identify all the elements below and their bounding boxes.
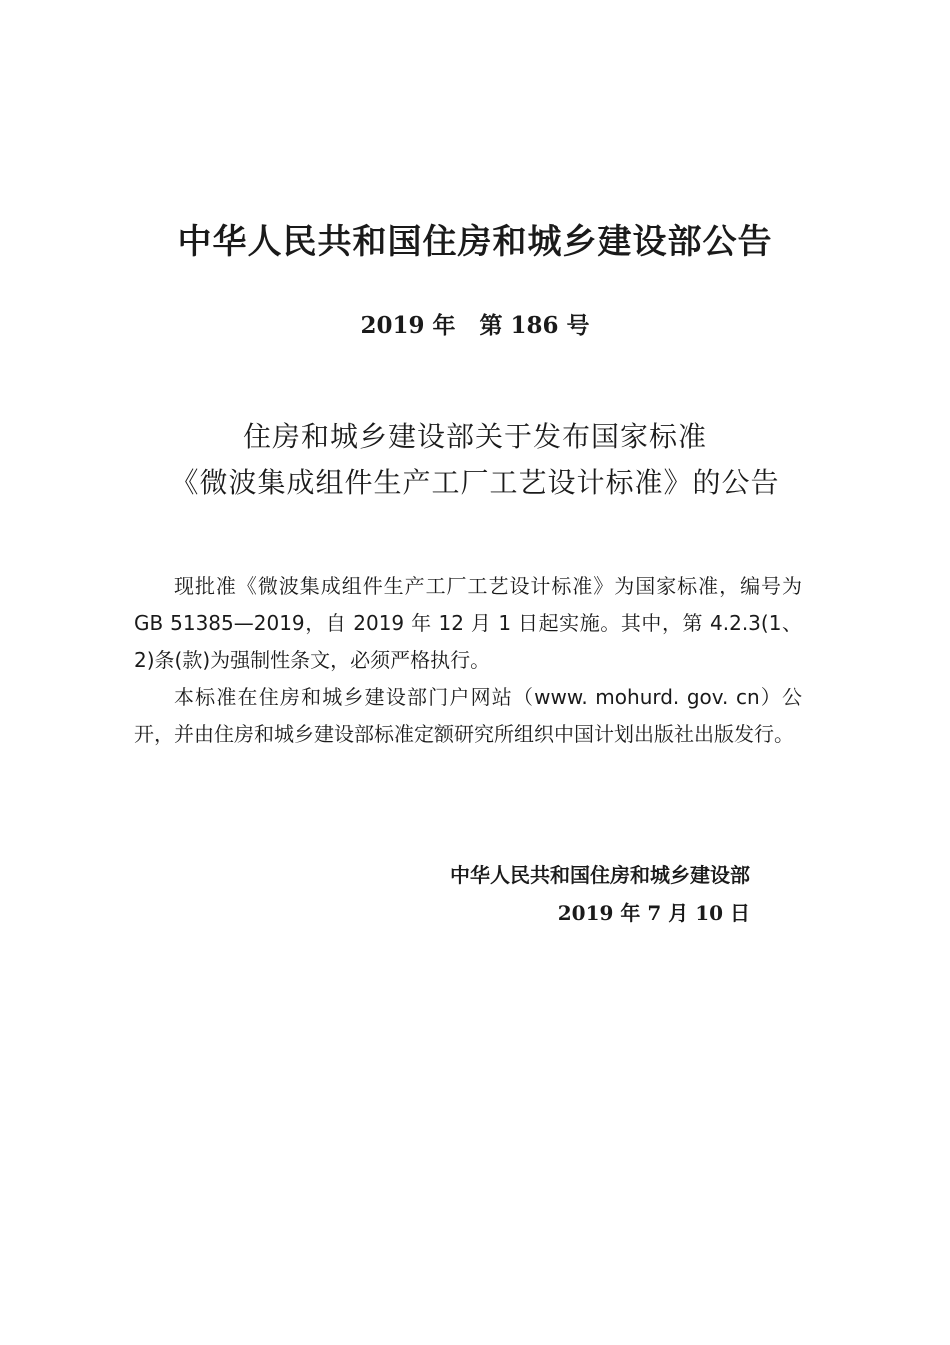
body-paragraph-1: 现批准《微波集成组件生产工厂工艺设计标准》为国家标准，编号为 GB 51385—2019，自 2019 年 12 月 1 日起实施。其中，第 4.2.3(1、2)条(款)为强制性条文，必须严格执行。 — [134, 574, 802, 672]
announcement-body — [134, 568, 802, 753]
body-paragraph-2: 本标准在住房和城乡建设部门户网站（www. mohurd. gov. cn）公开，并由住房和城乡建设部标准定额研究所组织中国计划出版社出版发行。 — [134, 685, 802, 746]
announcement-subject — [0, 414, 950, 506]
subject-line-2: 《微波集成组件生产工厂工艺设计标准》的公告 — [170, 466, 780, 499]
signature-date: 2019 年 7 月 10 日 — [557, 901, 750, 925]
announcement-header-title: 中华人民共和国住房和城乡建设部公告 — [177, 222, 773, 262]
announcement-number: 2019 年 第 186 号 — [360, 312, 590, 339]
signature-block — [450, 856, 750, 932]
subject-line-1: 住房和城乡建设部关于发布国家标准 — [242, 420, 707, 453]
signature-issuer: 中华人民共和国住房和城乡建设部 — [450, 863, 750, 887]
